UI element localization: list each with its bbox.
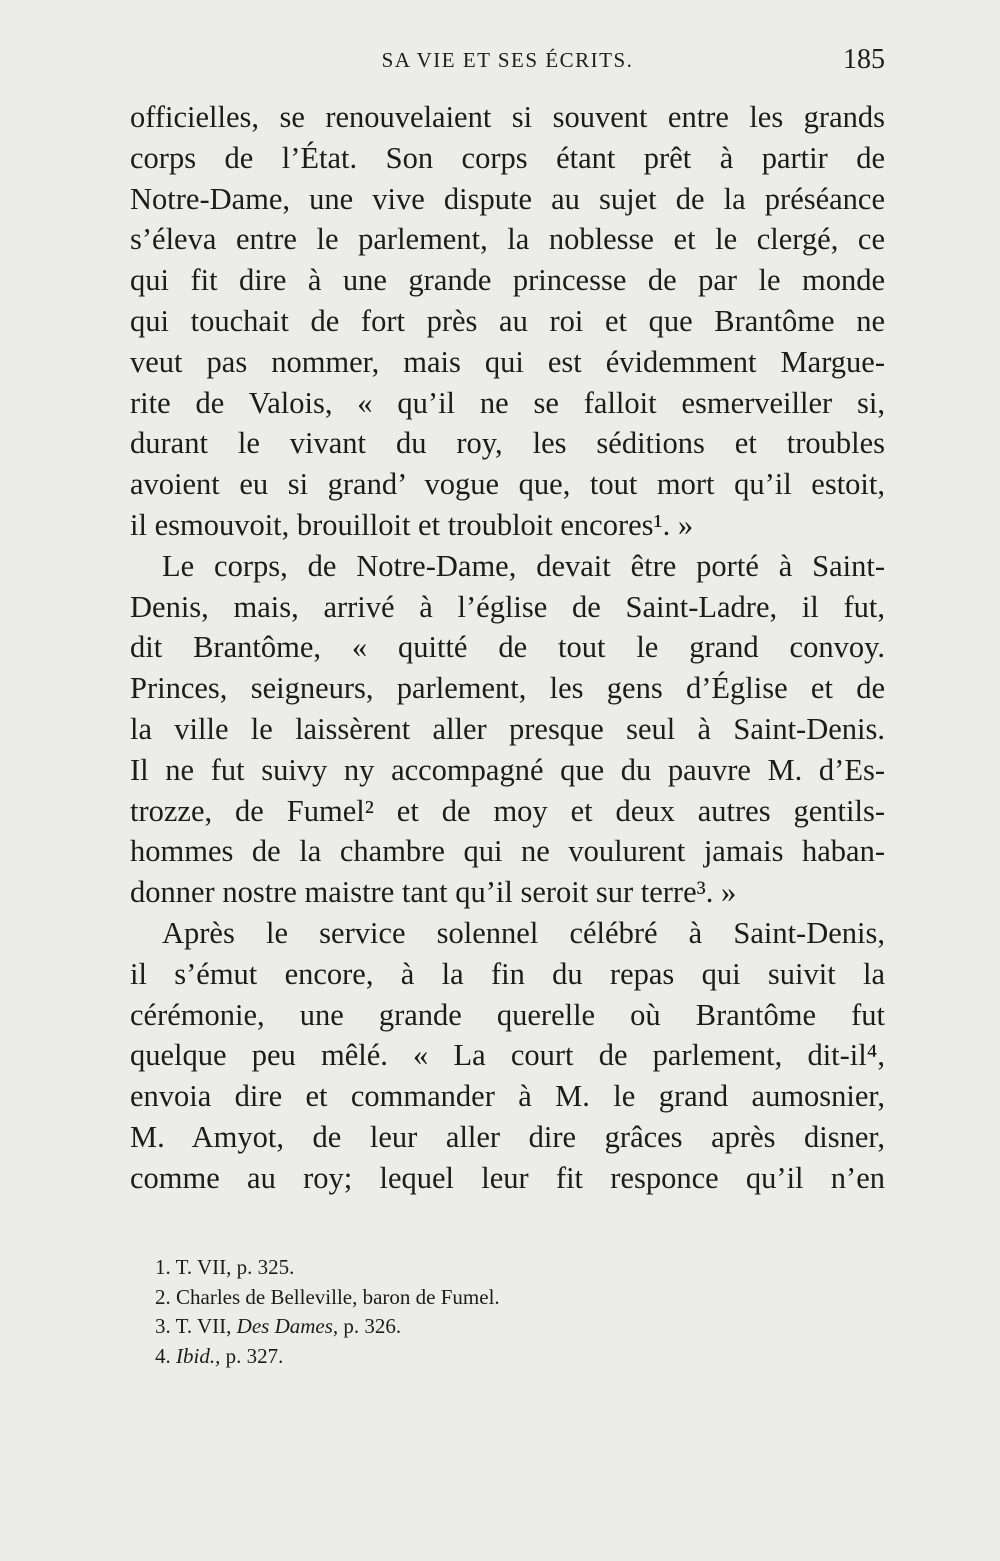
text-line: Denis, mais, arrivé à l’église de Saint-Ladre, il fut, bbox=[130, 589, 885, 624]
footnote-4-ibid: Ibid., bbox=[176, 1343, 221, 1368]
text-line: Il ne fut suivy ny accompagné que du pauvre M. d’Es- bbox=[130, 752, 885, 787]
text-line: avoient eu si grand’ vogue que, tout mort qu’il estoit, bbox=[130, 467, 885, 502]
text-line: officielles, se renouvelaient si souvent entre les grands bbox=[130, 100, 885, 134]
text-line: dit Brantôme, « quitté de tout le grand convoy. bbox=[130, 630, 885, 665]
text-line: rite de Valois, « qu’il ne se falloit esmerveiller si, bbox=[130, 385, 885, 420]
text-line: cérémonie, une grande querelle où Brantôme fut bbox=[130, 997, 885, 1032]
text-line: envoia dire et commander à M. le grand aumosnier, bbox=[130, 1079, 885, 1114]
page-number: 185 bbox=[843, 44, 885, 75]
text-line: durant le vivant du roy, les séditions et troubles bbox=[130, 426, 885, 461]
text-line: corps de l’État. Son corps étant prêt à partir de bbox=[130, 140, 885, 175]
text-line: comme au roy; lequel leur fit responce qu’il n’en bbox=[130, 1160, 885, 1195]
text-line: il esmouvoit, brouilloit et troubloit encores¹. » bbox=[130, 507, 694, 542]
running-title: SA VIE ET SES ÉCRITS. bbox=[381, 48, 634, 72]
text-line: s’éleva entre le parlement, la noblesse et le clergé, ce bbox=[130, 222, 885, 257]
footnote-3-title: Des Dames, bbox=[236, 1314, 339, 1338]
text-line: qui touchait de fort près au roi et que Brantôme ne bbox=[130, 303, 885, 338]
text-line: veut pas nommer, mais qui est évidemment Margue- bbox=[130, 344, 885, 379]
footnote-2: 2. Charles de Belleville, baron de Fumel. bbox=[155, 1284, 500, 1309]
footnote-1: 1. T. VII, p. 325. bbox=[155, 1255, 295, 1279]
footnotes bbox=[155, 1253, 885, 1371]
footnote-3 bbox=[155, 1312, 885, 1342]
text-line: hommes de la chambre qui ne voulurent jamais haban- bbox=[130, 834, 885, 869]
body-text bbox=[130, 97, 885, 1199]
text-line: quelque peu mêlé. « La court de parlement, dit-il⁴, bbox=[130, 1038, 885, 1073]
footnote-4-number: 4. bbox=[155, 1343, 176, 1368]
text-line: donner nostre maistre tant qu’il seroit sur terre³. » bbox=[130, 875, 737, 910]
text-line: M. Amyot, de leur aller dire grâces après disner, bbox=[130, 1119, 885, 1154]
text-line: Après le service solennel célébré à Saint-Denis, bbox=[162, 915, 885, 950]
text-line: trozze, de Fumel² et de moy et deux autres gentils- bbox=[130, 793, 885, 828]
text-line: qui fit dire à une grande princesse de par le monde bbox=[130, 263, 885, 298]
footnote-4-page: p. 327. bbox=[220, 1343, 284, 1368]
footnote-3-text: 3. T. VII, bbox=[155, 1314, 237, 1338]
text-line: Princes, seigneurs, parlement, les gens d’Église et de bbox=[130, 671, 885, 706]
footnote-3-page: p. 326. bbox=[338, 1314, 402, 1338]
page-header bbox=[130, 44, 885, 84]
text-line: la ville le laissèrent aller presque seul à Saint-Denis. bbox=[130, 711, 885, 746]
text-line: Notre-Dame, une vive dispute au sujet de la préséance bbox=[130, 181, 885, 216]
footnote-4 bbox=[155, 1342, 885, 1372]
text-line: il s’émut encore, à la fin du repas qui suivit la bbox=[130, 956, 885, 991]
text-line: Le corps, de Notre-Dame, devait être porté à Saint- bbox=[162, 548, 885, 583]
